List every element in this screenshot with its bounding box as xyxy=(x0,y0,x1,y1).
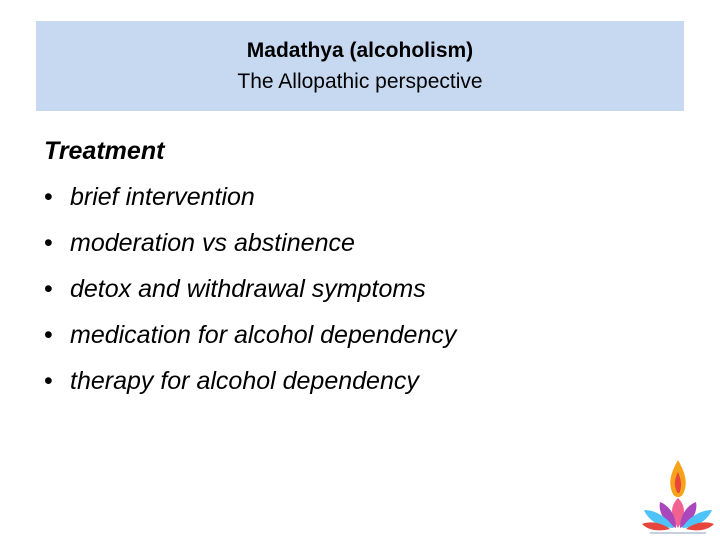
list-item-text: medication for alcohol dependency xyxy=(70,321,457,349)
list-item-text: brief intervention xyxy=(70,183,255,211)
slide-subtitle: The Allopathic perspective xyxy=(237,70,483,93)
bullet-icon: • xyxy=(44,367,53,395)
list-item-text: moderation vs abstinence xyxy=(70,229,355,257)
list-item xyxy=(44,179,684,215)
bullet-icon: • xyxy=(44,183,53,211)
list-item-text: detox and withdrawal symptoms xyxy=(70,275,426,303)
list-item xyxy=(44,363,684,399)
list-item xyxy=(44,317,684,353)
section-heading: Treatment xyxy=(44,137,165,165)
lotus-flame-logo-icon xyxy=(640,456,716,536)
title-banner xyxy=(36,21,684,111)
bullet-icon: • xyxy=(44,321,53,349)
slide-title: Madathya (alcoholism) xyxy=(246,39,474,62)
list-item-text: therapy for alcohol dependency xyxy=(70,367,419,395)
slide-content xyxy=(44,133,684,409)
treatment-list xyxy=(44,179,684,399)
bullet-icon: • xyxy=(44,229,53,257)
list-item xyxy=(44,271,684,307)
list-item xyxy=(44,225,684,261)
bullet-icon: • xyxy=(44,275,53,303)
